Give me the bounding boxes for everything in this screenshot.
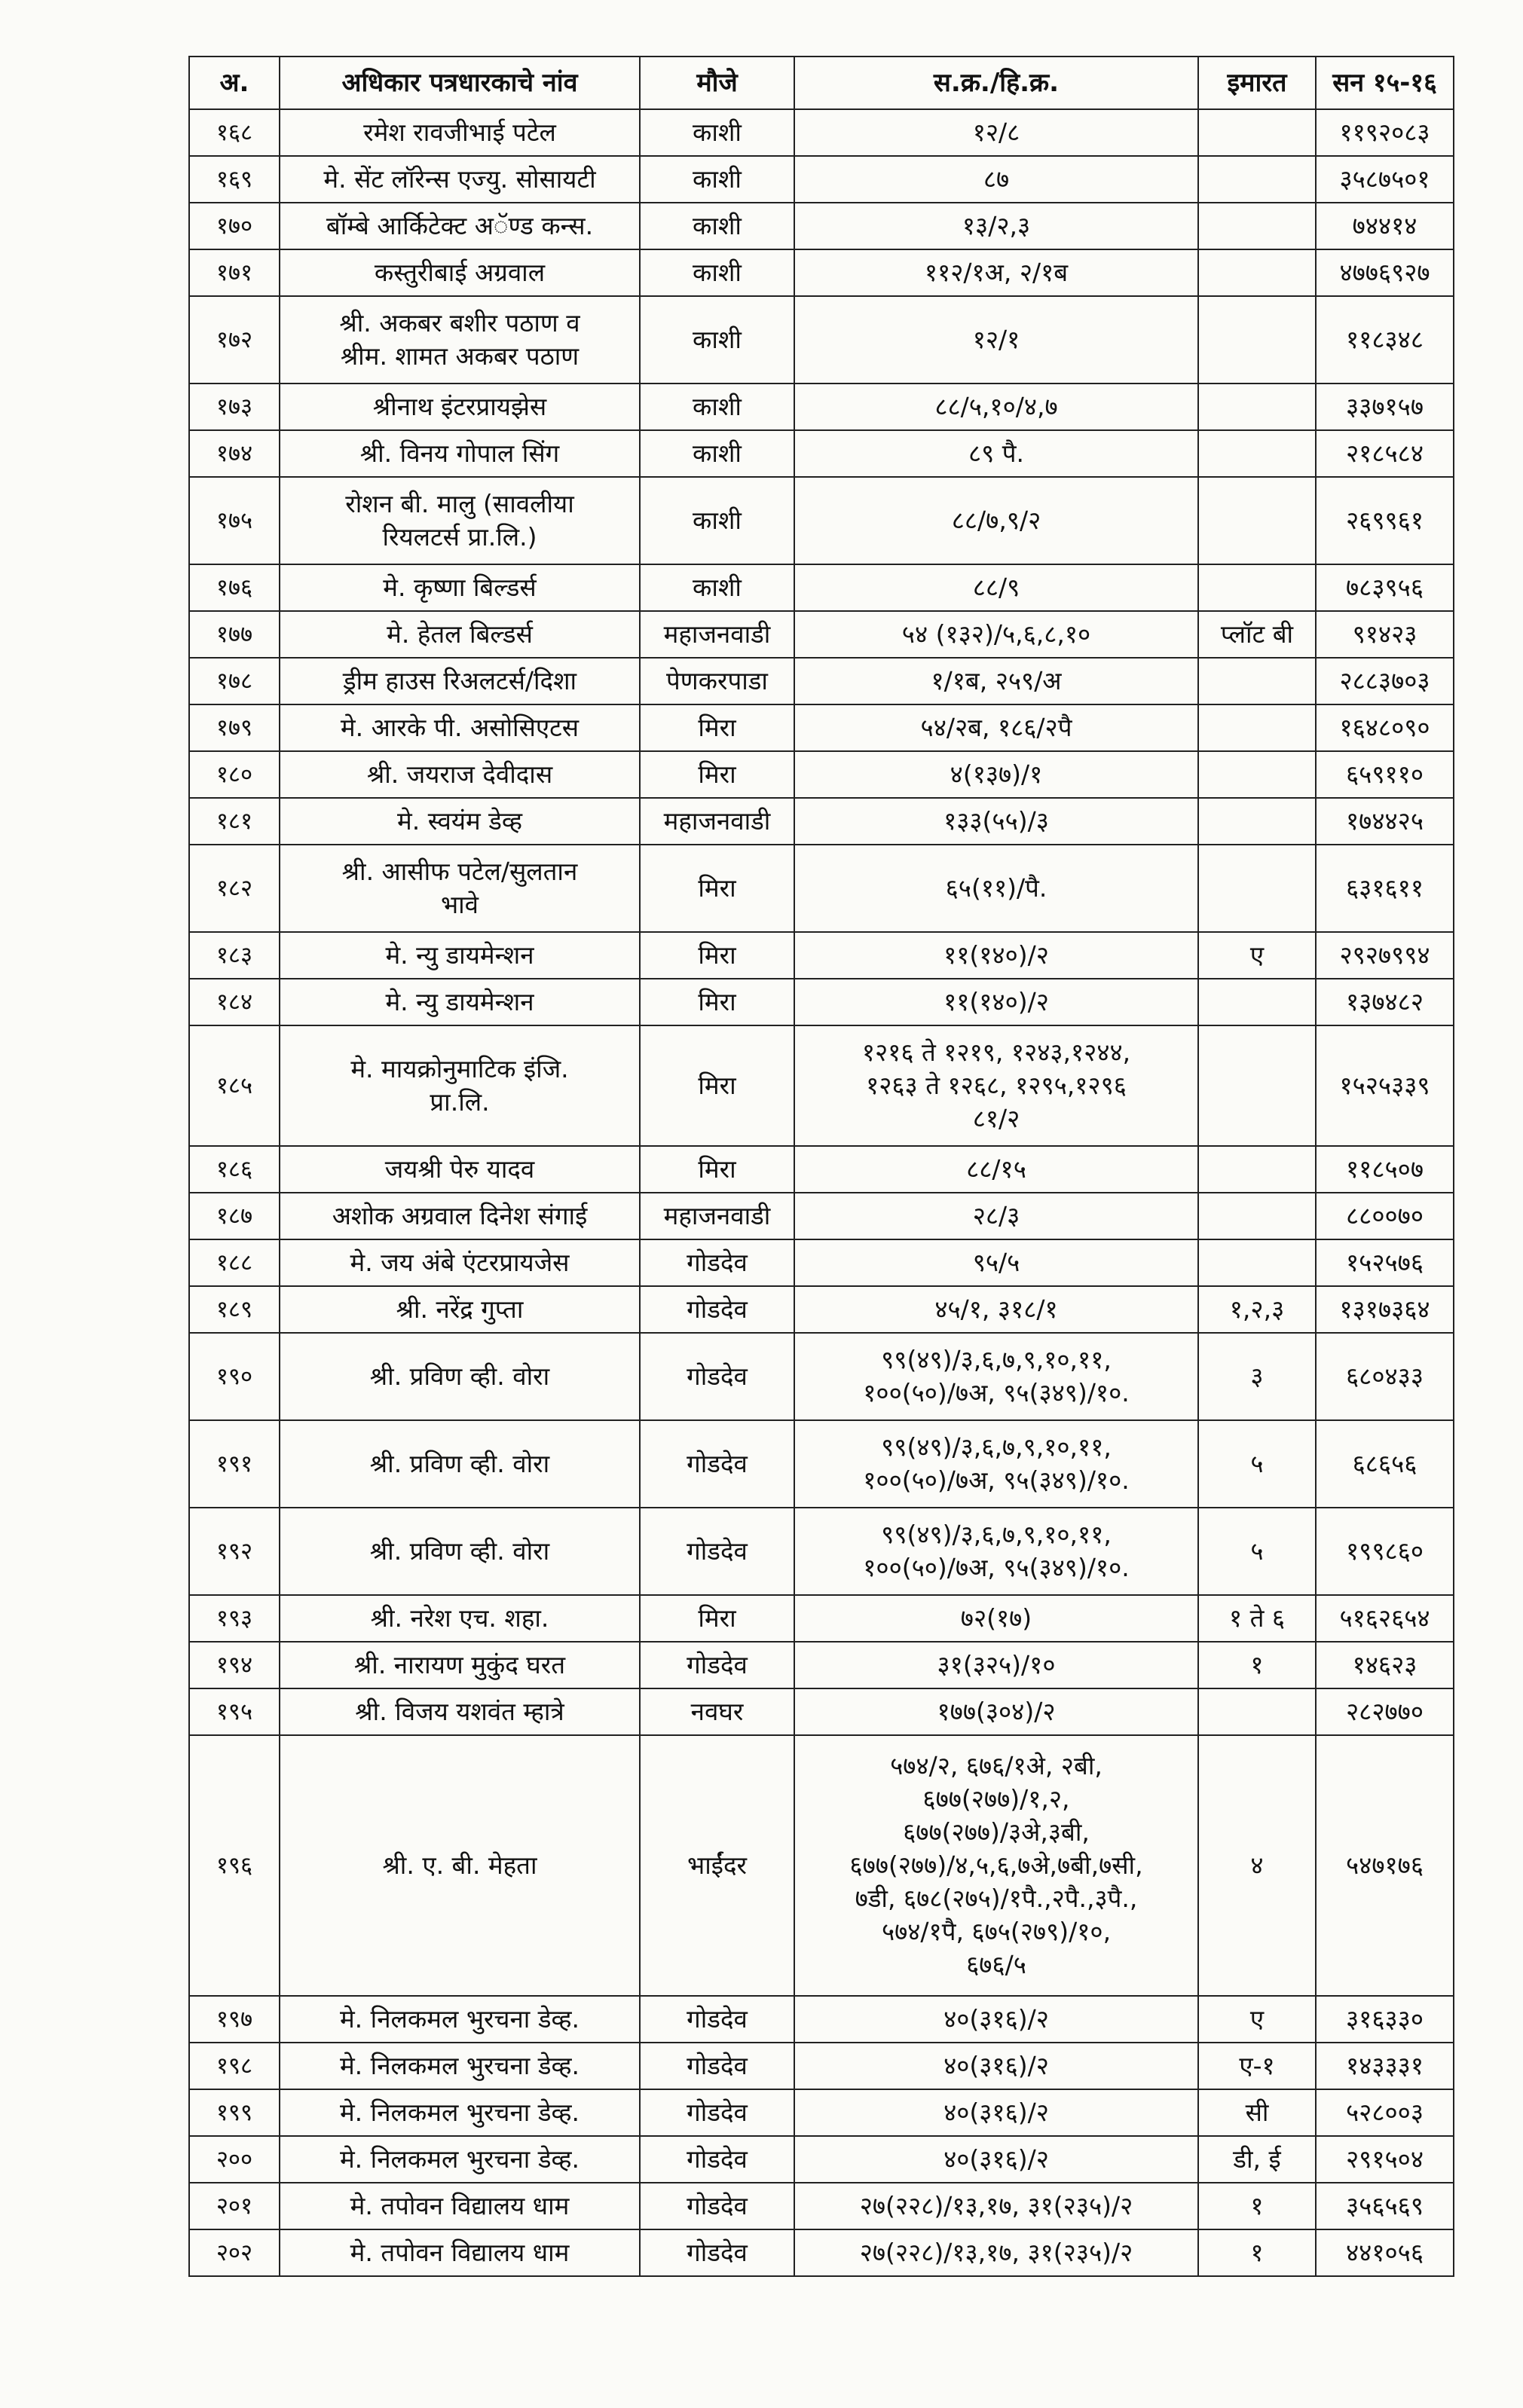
cell-holder-name: मे. कृष्णा बिल्डर्स bbox=[280, 564, 640, 611]
cell-village: काशी bbox=[640, 430, 794, 477]
cell-amount: ४७७६९२७ bbox=[1316, 249, 1454, 296]
cell-village: काशी bbox=[640, 564, 794, 611]
cell-building: ए bbox=[1198, 1996, 1316, 2043]
cell-holder-name: मे. मायक्रोनुमाटिक इंजि. प्रा.लि. bbox=[280, 1025, 640, 1146]
cell-building bbox=[1198, 203, 1316, 249]
cell-holder-name: श्री. प्रविण व्ही. वोरा bbox=[280, 1420, 640, 1508]
cell-amount: ११९२०८३ bbox=[1316, 109, 1454, 156]
cell-building: ए bbox=[1198, 932, 1316, 979]
cell-survey-number: १३३(५५)/३ bbox=[794, 798, 1198, 845]
cell-village: काशी bbox=[640, 477, 794, 564]
cell-survey-number: ८७ bbox=[794, 156, 1198, 203]
cell-village: गोडदेव bbox=[640, 2229, 794, 2276]
cell-building: ५ bbox=[1198, 1508, 1316, 1595]
cell-holder-name: मे. स्वयंम डेव्ह bbox=[280, 798, 640, 845]
cell-survey-number: १७७(३०४)/२ bbox=[794, 1688, 1198, 1735]
table-row bbox=[189, 932, 1454, 979]
header-year-amount: सन १५-१६ bbox=[1316, 57, 1454, 109]
cell-survey-number: ५७४/२, ६७६/१अे, २बी, ६७७(२७७)/१,२, ६७७(२७७)/३अे,३बी, ६७७(२७७)/४,५,६,७अे,७बी,७सी, ७डी, ६७८(२७५)/१पै.,२पै.,३पै., ५७४/१पै, ६७५(२७९)/१०, ६७६/५ bbox=[794, 1735, 1198, 1996]
cell-amount: १३१७३६४ bbox=[1316, 1286, 1454, 1333]
document-page bbox=[188, 56, 1453, 2277]
cell-amount: ९१४२३ bbox=[1316, 611, 1454, 658]
cell-survey-number: ८९ पै. bbox=[794, 430, 1198, 477]
cell-survey-number: ४०(३१६)/२ bbox=[794, 2043, 1198, 2089]
cell-building: १,२,३ bbox=[1198, 1286, 1316, 1333]
cell-survey-number: ३१(३२५)/१० bbox=[794, 1642, 1198, 1688]
cell-amount: ३५८७५०१ bbox=[1316, 156, 1454, 203]
cell-serial-number: १७८ bbox=[189, 658, 280, 704]
cell-survey-number: ९९(४९)/३,६,७,९,१०,११, १००(५०)/७अ, ९५(३४९)/१०. bbox=[794, 1420, 1198, 1508]
cell-serial-number: १९८ bbox=[189, 2043, 280, 2089]
cell-amount: २८२७७० bbox=[1316, 1688, 1454, 1735]
cell-village: भाईंदर bbox=[640, 1735, 794, 1996]
table-row bbox=[189, 1420, 1454, 1508]
cell-holder-name: जयश्री पेरु यादव bbox=[280, 1146, 640, 1193]
cell-building bbox=[1198, 704, 1316, 751]
cell-amount: १७४४२५ bbox=[1316, 798, 1454, 845]
property-tax-table bbox=[188, 56, 1454, 2277]
cell-survey-number: ४०(३१६)/२ bbox=[794, 2136, 1198, 2183]
cell-building: डी, ई bbox=[1198, 2136, 1316, 2183]
cell-amount: २१८५८४ bbox=[1316, 430, 1454, 477]
header-village: मौजे bbox=[640, 57, 794, 109]
cell-survey-number: ८८/१५ bbox=[794, 1146, 1198, 1193]
cell-building bbox=[1198, 1688, 1316, 1735]
cell-survey-number: १२/८ bbox=[794, 109, 1198, 156]
cell-village: गोडदेव bbox=[640, 2136, 794, 2183]
cell-serial-number: १७३ bbox=[189, 384, 280, 430]
table-row bbox=[189, 1688, 1454, 1735]
cell-holder-name: श्री. नरेश एच. शहा. bbox=[280, 1595, 640, 1642]
table-row bbox=[189, 1025, 1454, 1146]
cell-holder-name: अशोक अग्रवाल दिनेश संगाई bbox=[280, 1193, 640, 1239]
cell-building bbox=[1198, 751, 1316, 798]
cell-holder-name: मे. आरके पी. असोसिएटस bbox=[280, 704, 640, 751]
cell-survey-number: १२१६ ते १२१९, १२४३,१२४४, १२६३ ते १२६८, १२९५,१२९६ ८१/२ bbox=[794, 1025, 1198, 1146]
cell-building: ए-१ bbox=[1198, 2043, 1316, 2089]
cell-serial-number: १९३ bbox=[189, 1595, 280, 1642]
cell-serial-number: १८३ bbox=[189, 932, 280, 979]
cell-survey-number: ८८/७,९/२ bbox=[794, 477, 1198, 564]
cell-serial-number: २०२ bbox=[189, 2229, 280, 2276]
cell-serial-number: १९५ bbox=[189, 1688, 280, 1735]
cell-serial-number: १७२ bbox=[189, 296, 280, 384]
cell-serial-number: १८० bbox=[189, 751, 280, 798]
cell-holder-name: मे. तपोवन विद्यालय धाम bbox=[280, 2183, 640, 2229]
cell-serial-number: १९१ bbox=[189, 1420, 280, 1508]
cell-amount: १९९८६० bbox=[1316, 1508, 1454, 1595]
cell-village: गोडदेव bbox=[640, 1239, 794, 1286]
cell-village: महाजनवाडी bbox=[640, 798, 794, 845]
table-row bbox=[189, 1595, 1454, 1642]
cell-amount: ५१६२६५४ bbox=[1316, 1595, 1454, 1642]
cell-amount: २९१५०४ bbox=[1316, 2136, 1454, 2183]
cell-survey-number: ४५/१, ३१८/१ bbox=[794, 1286, 1198, 1333]
cell-survey-number: ४(१३७)/१ bbox=[794, 751, 1198, 798]
cell-survey-number: ८८/९ bbox=[794, 564, 1198, 611]
cell-village: गोडदेव bbox=[640, 1996, 794, 2043]
cell-survey-number: ११(१४०)/२ bbox=[794, 932, 1198, 979]
cell-holder-name: श्री. आसीफ पटेल/सुलतान भावे bbox=[280, 845, 640, 932]
header-serial-number: अ. bbox=[189, 57, 280, 109]
header-survey-number: स.क्र./हि.क्र. bbox=[794, 57, 1198, 109]
cell-building bbox=[1198, 845, 1316, 932]
cell-village: पेणकरपाडा bbox=[640, 658, 794, 704]
cell-village: गोडदेव bbox=[640, 1333, 794, 1420]
cell-village: काशी bbox=[640, 203, 794, 249]
cell-serial-number: १७७ bbox=[189, 611, 280, 658]
cell-serial-number: १७१ bbox=[189, 249, 280, 296]
cell-holder-name: ड्रीम हाउस रिअलटर्स/दिशा bbox=[280, 658, 640, 704]
cell-building bbox=[1198, 1146, 1316, 1193]
cell-village: गोडदेव bbox=[640, 2183, 794, 2229]
cell-holder-name: मे. न्यु डायमेन्शन bbox=[280, 979, 640, 1025]
cell-survey-number: १२/१ bbox=[794, 296, 1198, 384]
cell-amount: १४६२३ bbox=[1316, 1642, 1454, 1688]
cell-serial-number: १८४ bbox=[189, 979, 280, 1025]
cell-serial-number: १६८ bbox=[189, 109, 280, 156]
cell-serial-number: २०१ bbox=[189, 2183, 280, 2229]
cell-village: गोडदेव bbox=[640, 1642, 794, 1688]
cell-survey-number: १३/२,३ bbox=[794, 203, 1198, 249]
cell-amount: ५२८००३ bbox=[1316, 2089, 1454, 2136]
cell-serial-number: १९२ bbox=[189, 1508, 280, 1595]
cell-serial-number: १७० bbox=[189, 203, 280, 249]
cell-village: मिरा bbox=[640, 932, 794, 979]
cell-amount: ४४१०५६ bbox=[1316, 2229, 1454, 2276]
cell-holder-name: मे. निलकमल भुरचना डेव्ह. bbox=[280, 1996, 640, 2043]
cell-village: मिरा bbox=[640, 704, 794, 751]
cell-holder-name: श्री. नारायण मुकुंद घरत bbox=[280, 1642, 640, 1688]
cell-amount: ७८३९५६ bbox=[1316, 564, 1454, 611]
cell-village: नवघर bbox=[640, 1688, 794, 1735]
cell-building: १ ते ६ bbox=[1198, 1595, 1316, 1642]
cell-building: १ bbox=[1198, 2229, 1316, 2276]
cell-holder-name: मे. निलकमल भुरचना डेव्ह. bbox=[280, 2043, 640, 2089]
cell-village: गोडदेव bbox=[640, 1508, 794, 1595]
cell-village: मिरा bbox=[640, 979, 794, 1025]
cell-building: प्लॉट बी bbox=[1198, 611, 1316, 658]
cell-village: गोडदेव bbox=[640, 1420, 794, 1508]
cell-survey-number: ८८/५,१०/४,७ bbox=[794, 384, 1198, 430]
cell-holder-name: रोशन बी. मालु (सावलीया रियलटर्स प्रा.लि.) bbox=[280, 477, 640, 564]
cell-holder-name: श्री. नरेंद्र गुप्ता bbox=[280, 1286, 640, 1333]
table-header-row bbox=[189, 57, 1454, 109]
table-row bbox=[189, 979, 1454, 1025]
table-row bbox=[189, 704, 1454, 751]
cell-serial-number: १९४ bbox=[189, 1642, 280, 1688]
cell-village: मिरा bbox=[640, 1595, 794, 1642]
cell-village: महाजनवाडी bbox=[640, 611, 794, 658]
table-row bbox=[189, 109, 1454, 156]
cell-survey-number: १/१ब, २५९/अ bbox=[794, 658, 1198, 704]
cell-holder-name: श्री. प्रविण व्ही. वोरा bbox=[280, 1333, 640, 1420]
cell-holder-name: बॉम्बे आर्किटेक्ट अॅण्ड कन्स. bbox=[280, 203, 640, 249]
cell-serial-number: १७६ bbox=[189, 564, 280, 611]
cell-holder-name: मे. जय अंबे एंटरप्रायजेस bbox=[280, 1239, 640, 1286]
cell-survey-number: ७२(१७) bbox=[794, 1595, 1198, 1642]
table-body bbox=[189, 109, 1454, 2276]
cell-building bbox=[1198, 1025, 1316, 1146]
cell-building bbox=[1198, 1239, 1316, 1286]
cell-amount: १५२५७६ bbox=[1316, 1239, 1454, 1286]
cell-survey-number: ६५(११)/पै. bbox=[794, 845, 1198, 932]
table-row bbox=[189, 1239, 1454, 1286]
cell-village: गोडदेव bbox=[640, 2043, 794, 2089]
table-row bbox=[189, 430, 1454, 477]
cell-amount: ८८००७० bbox=[1316, 1193, 1454, 1239]
cell-holder-name: मे. न्यु डायमेन्शन bbox=[280, 932, 640, 979]
cell-holder-name: श्रीनाथ इंटरप्रायझेस bbox=[280, 384, 640, 430]
cell-survey-number: ५४/२ब, १८६/२पै bbox=[794, 704, 1198, 751]
cell-amount: ३१६३३० bbox=[1316, 1996, 1454, 2043]
cell-village: गोडदेव bbox=[640, 2089, 794, 2136]
table-row bbox=[189, 1996, 1454, 2043]
cell-amount: १५२५३३९ bbox=[1316, 1025, 1454, 1146]
cell-amount: ६८०४३३ bbox=[1316, 1333, 1454, 1420]
cell-building bbox=[1198, 1193, 1316, 1239]
cell-holder-name: मे. हेतल बिल्डर्स bbox=[280, 611, 640, 658]
cell-building bbox=[1198, 156, 1316, 203]
cell-serial-number: १८६ bbox=[189, 1146, 280, 1193]
cell-building: १ bbox=[1198, 1642, 1316, 1688]
cell-village: मिरा bbox=[640, 1146, 794, 1193]
cell-amount: ११८३४८ bbox=[1316, 296, 1454, 384]
cell-amount: ११८५०७ bbox=[1316, 1146, 1454, 1193]
table-row bbox=[189, 296, 1454, 384]
cell-holder-name: श्री. जयराज देवीदास bbox=[280, 751, 640, 798]
cell-serial-number: १९७ bbox=[189, 1996, 280, 2043]
header-holder-name: अधिकार पत्रधारकाचे नांव bbox=[280, 57, 640, 109]
cell-village: काशी bbox=[640, 249, 794, 296]
cell-holder-name: श्री. विजय यशवंत म्हात्रे bbox=[280, 1688, 640, 1735]
table-row bbox=[189, 2229, 1454, 2276]
cell-serial-number: २०० bbox=[189, 2136, 280, 2183]
cell-serial-number: १८७ bbox=[189, 1193, 280, 1239]
cell-holder-name: मे. तपोवन विद्यालय धाम bbox=[280, 2229, 640, 2276]
cell-holder-name: श्री. ए. बी. मेहता bbox=[280, 1735, 640, 1996]
table-row bbox=[189, 751, 1454, 798]
cell-amount: ६८६५६ bbox=[1316, 1420, 1454, 1508]
cell-village: मिरा bbox=[640, 751, 794, 798]
cell-village: गोडदेव bbox=[640, 1286, 794, 1333]
cell-amount: २९२७९९४ bbox=[1316, 932, 1454, 979]
cell-building bbox=[1198, 564, 1316, 611]
cell-holder-name: श्री. प्रविण व्ही. वोरा bbox=[280, 1508, 640, 1595]
table-row bbox=[189, 1146, 1454, 1193]
cell-amount: ३५६५६९ bbox=[1316, 2183, 1454, 2229]
cell-holder-name: मे. सेंट लॉरेन्स एज्यु. सोसायटी bbox=[280, 156, 640, 203]
cell-survey-number: ९५/५ bbox=[794, 1239, 1198, 1286]
cell-amount: १६४८०९० bbox=[1316, 704, 1454, 751]
cell-survey-number: २७(२२८)/१३,१७, ३१(२३५)/२ bbox=[794, 2183, 1198, 2229]
cell-amount: १३७४८२ bbox=[1316, 979, 1454, 1025]
table-row bbox=[189, 658, 1454, 704]
cell-village: महाजनवाडी bbox=[640, 1193, 794, 1239]
table-row bbox=[189, 1735, 1454, 1996]
table-row bbox=[189, 1193, 1454, 1239]
cell-building: ५ bbox=[1198, 1420, 1316, 1508]
cell-serial-number: १७४ bbox=[189, 430, 280, 477]
cell-serial-number: १८५ bbox=[189, 1025, 280, 1146]
cell-holder-name: कस्तुरीबाई अग्रवाल bbox=[280, 249, 640, 296]
cell-amount: १४३३३१ bbox=[1316, 2043, 1454, 2089]
cell-serial-number: १८९ bbox=[189, 1286, 280, 1333]
cell-amount: ५४७१७६ bbox=[1316, 1735, 1454, 1996]
cell-serial-number: १६९ bbox=[189, 156, 280, 203]
cell-village: मिरा bbox=[640, 1025, 794, 1146]
table-row bbox=[189, 1286, 1454, 1333]
cell-building bbox=[1198, 296, 1316, 384]
table-row bbox=[189, 384, 1454, 430]
table-row bbox=[189, 2043, 1454, 2089]
cell-serial-number: १८१ bbox=[189, 798, 280, 845]
cell-building bbox=[1198, 384, 1316, 430]
cell-amount: ६५९११० bbox=[1316, 751, 1454, 798]
cell-holder-name: श्री. अकबर बशीर पठाण व श्रीम. शामत अकबर पठाण bbox=[280, 296, 640, 384]
cell-building: ४ bbox=[1198, 1735, 1316, 1996]
cell-amount: ७४४१४ bbox=[1316, 203, 1454, 249]
cell-serial-number: १९९ bbox=[189, 2089, 280, 2136]
cell-holder-name: श्री. विनय गोपाल सिंग bbox=[280, 430, 640, 477]
table-row bbox=[189, 2089, 1454, 2136]
cell-survey-number: ९९(४९)/३,६,७,९,१०,११, १००(५०)/७अ, ९५(३४९)/१०. bbox=[794, 1508, 1198, 1595]
cell-survey-number: ९९(४९)/३,६,७,९,१०,११, १००(५०)/७अ, ९५(३४९)/१०. bbox=[794, 1333, 1198, 1420]
table-row bbox=[189, 845, 1454, 932]
cell-building bbox=[1198, 249, 1316, 296]
table-row bbox=[189, 2183, 1454, 2229]
cell-serial-number: १७९ bbox=[189, 704, 280, 751]
cell-serial-number: १९० bbox=[189, 1333, 280, 1420]
cell-survey-number: २८/३ bbox=[794, 1193, 1198, 1239]
cell-building bbox=[1198, 430, 1316, 477]
table-row bbox=[189, 2136, 1454, 2183]
cell-amount: २६९९६१ bbox=[1316, 477, 1454, 564]
cell-amount: ६३१६११ bbox=[1316, 845, 1454, 932]
cell-village: काशी bbox=[640, 384, 794, 430]
cell-building bbox=[1198, 979, 1316, 1025]
table-row bbox=[189, 564, 1454, 611]
table-row bbox=[189, 1508, 1454, 1595]
cell-serial-number: १८२ bbox=[189, 845, 280, 932]
cell-survey-number: २७(२२८)/१३,१७, ३१(२३५)/२ bbox=[794, 2229, 1198, 2276]
cell-holder-name: रमेश रावजीभाई पटेल bbox=[280, 109, 640, 156]
table-row bbox=[189, 156, 1454, 203]
cell-building bbox=[1198, 109, 1316, 156]
table-row bbox=[189, 798, 1454, 845]
cell-holder-name: मे. निलकमल भुरचना डेव्ह. bbox=[280, 2136, 640, 2183]
cell-serial-number: १८८ bbox=[189, 1239, 280, 1286]
cell-building bbox=[1198, 658, 1316, 704]
cell-survey-number: ११(१४०)/२ bbox=[794, 979, 1198, 1025]
cell-survey-number: ४०(३१६)/२ bbox=[794, 1996, 1198, 2043]
cell-serial-number: १९६ bbox=[189, 1735, 280, 1996]
cell-amount: ३३७१५७ bbox=[1316, 384, 1454, 430]
cell-building: १ bbox=[1198, 2183, 1316, 2229]
table-row bbox=[189, 611, 1454, 658]
header-building: इमारत bbox=[1198, 57, 1316, 109]
cell-serial-number: १७५ bbox=[189, 477, 280, 564]
table-row bbox=[189, 249, 1454, 296]
cell-amount: २८८३७०३ bbox=[1316, 658, 1454, 704]
table-row bbox=[189, 477, 1454, 564]
table-row bbox=[189, 203, 1454, 249]
cell-holder-name: मे. निलकमल भुरचना डेव्ह. bbox=[280, 2089, 640, 2136]
cell-village: काशी bbox=[640, 109, 794, 156]
cell-village: मिरा bbox=[640, 845, 794, 932]
cell-building: ३ bbox=[1198, 1333, 1316, 1420]
cell-survey-number: ५४ (१३२)/५,६,८,१० bbox=[794, 611, 1198, 658]
table-row bbox=[189, 1333, 1454, 1420]
cell-survey-number: ४०(३१६)/२ bbox=[794, 2089, 1198, 2136]
cell-building bbox=[1198, 477, 1316, 564]
cell-village: काशी bbox=[640, 156, 794, 203]
table-row bbox=[189, 1642, 1454, 1688]
cell-village: काशी bbox=[640, 296, 794, 384]
cell-building bbox=[1198, 798, 1316, 845]
cell-survey-number: ११२/१अ, २/१ब bbox=[794, 249, 1198, 296]
cell-building: सी bbox=[1198, 2089, 1316, 2136]
